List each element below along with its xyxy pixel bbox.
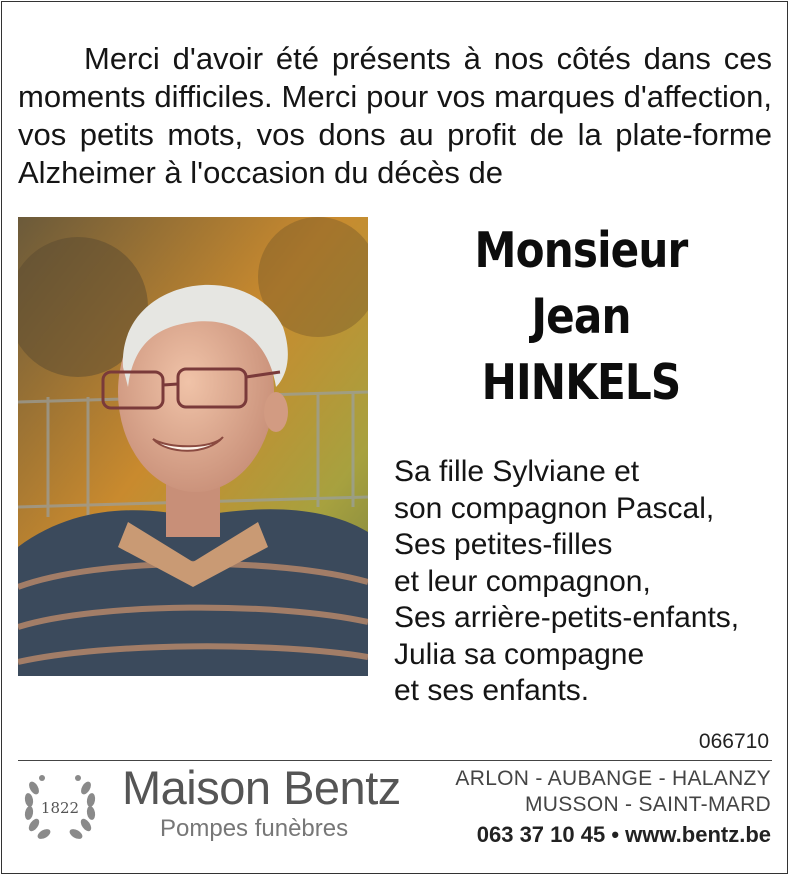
family-line: et ses enfants. [394,674,590,707]
family-line: et leur compagnon, [394,564,651,598]
locations-line: ARLON - AUBANGE - HALANZY [455,767,771,790]
founding-year: 1822 [40,799,80,817]
deceased-first-name: Jean [531,288,631,345]
deceased-title: Monsieur [474,222,688,279]
deceased-last-name: HINKELS [481,354,681,411]
family-line: Ses petites-filles [394,528,613,561]
family-line: Sa fille Sylviane et [394,455,640,488]
locations [455,766,771,818]
family-line: son compagnon Pascal, [394,491,715,525]
reference-number: 066710 [698,730,769,753]
locations-line: MUSSON - SAINT-MARD [524,793,771,816]
thank-you-text: Merci d'avoir été présents à nos côtés dans ces moments difficiles. Merci pour vos marques d'affection, vos petits mots, vos dons au profit de la plate-forme Alzheimer à l'occasion du décès de [18,41,772,190]
laurel-wreath-icon [20,766,100,846]
family-line: Julia sa compagne [394,637,645,671]
deceased-name [417,218,746,416]
portrait-photo [18,217,368,676]
family-list [394,454,784,710]
funeral-home-subtitle: Pompes funèbres [160,815,349,842]
family-line: Ses arrière-petits-enfants, [394,601,740,634]
contact-info: 063 37 10 45 • www.bentz.be [476,822,771,847]
funeral-home-name: Maison Bentz [122,761,401,814]
